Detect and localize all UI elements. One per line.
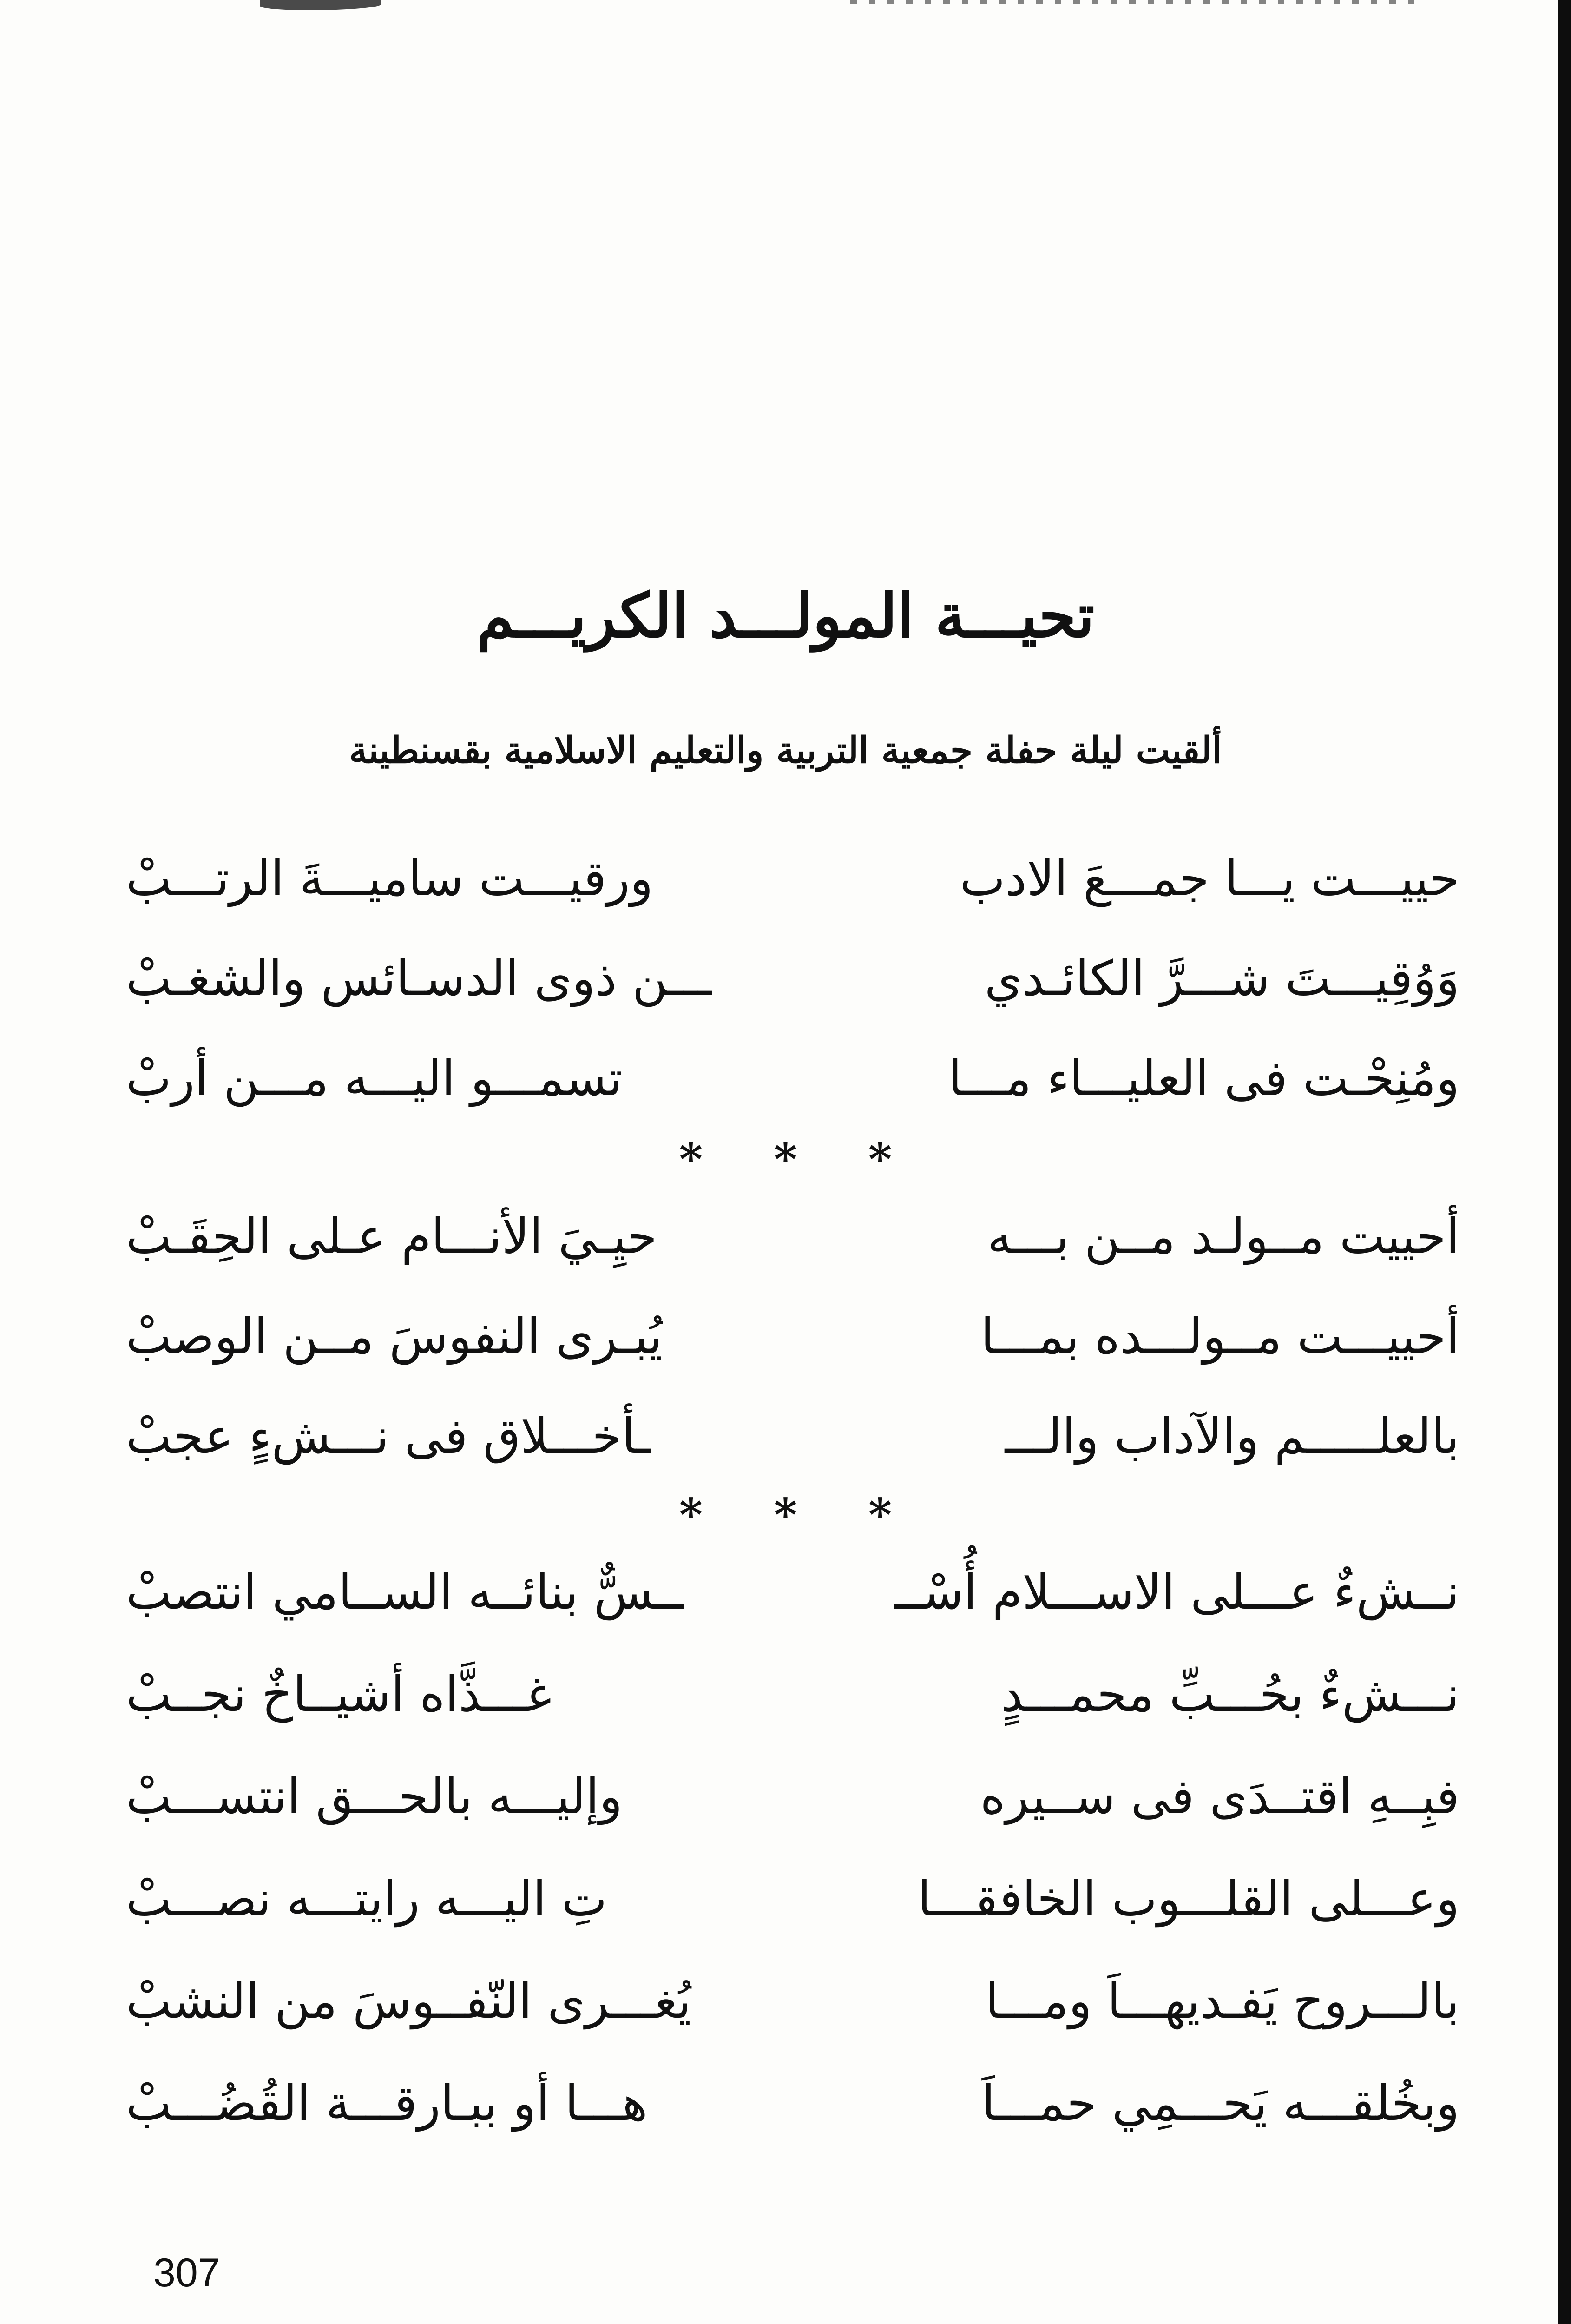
verse-first-hemistich: ومُنِحْـت فى العليـــاء مـــا — [948, 1050, 1459, 1107]
verse-line — [126, 1043, 1459, 1113]
verse-line — [126, 944, 1459, 1013]
verse-first-hemistich: وبخُلقـــه يَحـــمِي حمـــاَ — [981, 2075, 1459, 2132]
poem-subtitle: ألقيت ليلة حفلة جمعية التربية والتعليم الاسلامية بقسنطينة — [349, 729, 1222, 772]
verse-second-hemistich: ــسٌّ بنائــه الســامي انتصبْ — [126, 1564, 684, 1620]
verse-second-hemistich: ـــن ذوى الدسـائس والشغـبْ — [126, 950, 712, 1007]
verse-second-hemistich: هـــا أو ببـارقـــة القُضُـــبْ — [126, 2075, 648, 2132]
poem-title: تحيـــة المولـــد الكريـــم — [476, 580, 1095, 651]
scan-smudge-top-right — [850, 0, 1422, 4]
verse-first-hemistich: بالـــروح يَفـديهـــاَ ومـــا — [985, 1973, 1459, 2029]
verse-second-hemistich: غـــذَّاه أشيــاخٌ نجــبْ — [126, 1666, 552, 1723]
verse-line — [126, 1301, 1459, 1371]
verse-line — [126, 1762, 1459, 1831]
verse-first-hemistich: حييـــت يـــا جمـــعَ الادب — [960, 850, 1459, 907]
verse-line — [126, 1401, 1459, 1471]
verse-first-hemistich: نـــشءٌ بحُـــبِّ محمـــدٍ — [1001, 1666, 1459, 1723]
page-number: 307 — [153, 2251, 220, 2295]
verse-first-hemistich: أحييـــت مــولـــده بمـــا — [980, 1308, 1459, 1365]
verse-second-hemistich: ورقيـــت ساميـــةَ الرتـــبْ — [126, 850, 653, 907]
verse-second-hemistich: تِ اليـــه رايتـــه نصـــبْ — [126, 1870, 607, 1927]
verse-first-hemistich: فبِــهِ اقتــدَى فى ســيره — [980, 1768, 1459, 1825]
verse-second-hemistich: حيِـيَ الأنـــام عـلى الحِقَـبْ — [126, 1208, 657, 1265]
stanza-separator: * * * — [679, 1489, 920, 1541]
verse-line — [126, 1202, 1459, 1271]
verse-first-hemistich: بالعلـــــم والآداب والـــ — [1005, 1408, 1459, 1465]
verse-line — [126, 844, 1459, 913]
verse-second-hemistich: وإليـــه بالحـــق انتســـبْ — [126, 1768, 623, 1825]
verse-first-hemistich: وعـــلى القلـــوب الخافقـــا — [917, 1870, 1459, 1927]
verse-line — [126, 1659, 1459, 1729]
stanza-separator: * * * — [679, 1133, 920, 1186]
verse-second-hemistich: يُبـرى النفوسَ مــن الوصبْ — [126, 1308, 663, 1365]
verse-line — [126, 1557, 1459, 1627]
verse-second-hemistich: ـأخـــلاق فى نـــشءٍ عجبْ — [126, 1408, 651, 1465]
verse-line — [126, 1864, 1459, 1934]
verse-line — [126, 1966, 1459, 2036]
verse-first-hemistich: نــشءٌ عـــلى الاســـلام أُسْــ — [894, 1564, 1459, 1620]
verse-first-hemistich: أحييت مــولـد مــن بـــه — [987, 1208, 1459, 1265]
verse-first-hemistich: وَوُقِيـــتَ شـــرَّ الكائـدي — [984, 950, 1459, 1007]
verse-second-hemistich: يُغـــرى النّفــوسَ من النشبْ — [126, 1973, 691, 2029]
verse-line — [126, 2068, 1459, 2138]
scan-smudge-top-left — [260, 0, 381, 10]
verse-second-hemistich: تسمـــو اليـــه مـــن أربْ — [126, 1050, 623, 1107]
